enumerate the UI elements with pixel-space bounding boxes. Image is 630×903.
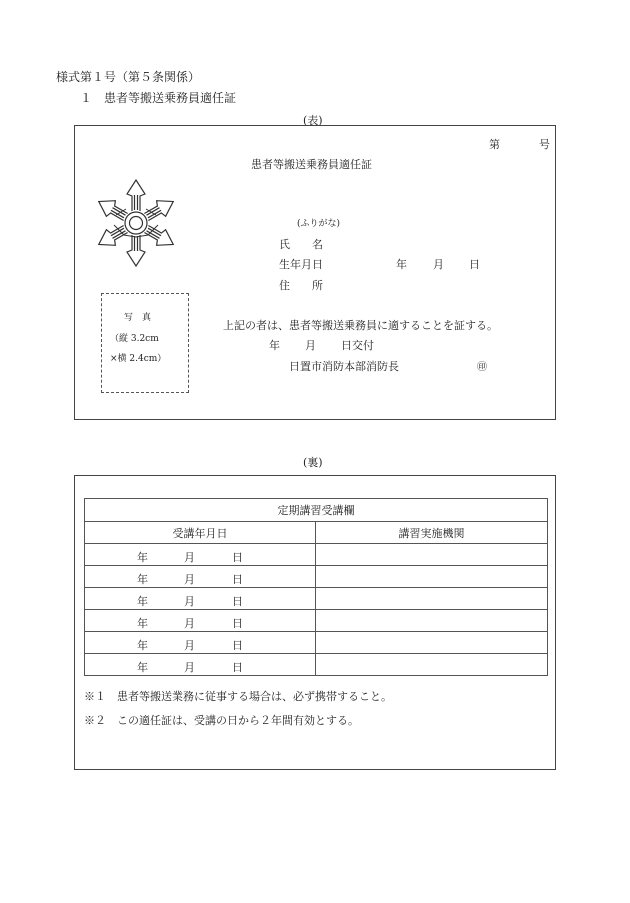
form-number: 様式第１号（第５条関係）	[56, 70, 201, 84]
day-label: 日	[232, 639, 243, 652]
date-cell	[85, 632, 316, 654]
org-cell	[316, 632, 548, 654]
seal-mark: ㊞	[477, 362, 487, 373]
birth-label: 生年月日	[279, 258, 323, 271]
back-label: (裏)	[303, 456, 323, 469]
year-label: 年	[137, 639, 148, 652]
address-label: 住 所	[279, 279, 323, 292]
note-2: ※２ この適任証は、受講の日から２年間有効とする。	[84, 714, 359, 727]
date-cell	[85, 544, 316, 566]
issue-day: 日交付	[341, 339, 374, 352]
year-label: 年	[137, 551, 148, 564]
org-cell	[316, 610, 548, 632]
photo-width: ×横 2.4cm）	[110, 354, 167, 364]
front-label: (表)	[303, 114, 323, 127]
year-label: 年	[137, 661, 148, 674]
month-label: 月	[184, 595, 195, 608]
day-label: 日	[232, 551, 243, 564]
table-row	[85, 654, 548, 676]
day-label: 日	[232, 595, 243, 608]
certify-text: 上記の者は、患者等搬送乗務員に適することを証する。	[223, 319, 498, 332]
year-label: 年	[137, 595, 148, 608]
number-dai: 第	[489, 138, 500, 151]
table-row	[85, 632, 548, 654]
name-label: 氏 名	[279, 238, 323, 251]
org-cell	[316, 566, 548, 588]
item-title: １ 患者等搬送乗務員適任証	[80, 91, 237, 105]
photo-label: 写 真	[124, 313, 152, 323]
month-label: 月	[184, 617, 195, 630]
issue-month: 月	[305, 339, 316, 352]
date-cell	[85, 566, 316, 588]
day-label: 日	[232, 573, 243, 586]
col-header-date: 受講年月日	[85, 522, 316, 544]
date-cell	[85, 654, 316, 676]
day-label: 日	[232, 661, 243, 674]
furigana-label: (ふりがな)	[297, 219, 341, 229]
issuer: 日置市消防本部消防長	[289, 360, 399, 373]
note-1: ※１ 患者等搬送業務に従事する場合は、必ず携帯すること。	[84, 690, 392, 703]
birth-year: 年	[396, 258, 407, 271]
year-label: 年	[137, 617, 148, 630]
table-title: 定期講習受講欄	[85, 499, 548, 522]
org-cell	[316, 588, 548, 610]
number-go: 号	[539, 138, 550, 151]
date-cell	[85, 610, 316, 632]
birth-day: 日	[469, 258, 480, 271]
org-cell	[316, 654, 548, 676]
table-row	[85, 544, 548, 566]
month-label: 月	[184, 551, 195, 564]
day-label: 日	[232, 617, 243, 630]
front-card	[74, 125, 556, 420]
month-label: 月	[184, 639, 195, 652]
issue-year: 年	[269, 339, 280, 352]
attendance-table	[84, 498, 548, 676]
photo-placeholder	[101, 293, 189, 393]
year-label: 年	[137, 573, 148, 586]
fire-department-emblem-icon	[91, 178, 181, 268]
table-row	[85, 588, 548, 610]
table-row	[85, 566, 548, 588]
month-label: 月	[184, 573, 195, 586]
photo-height: （縦 3.2cm	[110, 334, 159, 344]
org-cell	[316, 544, 548, 566]
col-header-org: 講習実施機関	[316, 522, 548, 544]
date-cell	[85, 588, 316, 610]
birth-month: 月	[433, 258, 444, 271]
month-label: 月	[184, 661, 195, 674]
table-row	[85, 610, 548, 632]
card-title: 患者等搬送乗務員適任証	[251, 158, 372, 171]
